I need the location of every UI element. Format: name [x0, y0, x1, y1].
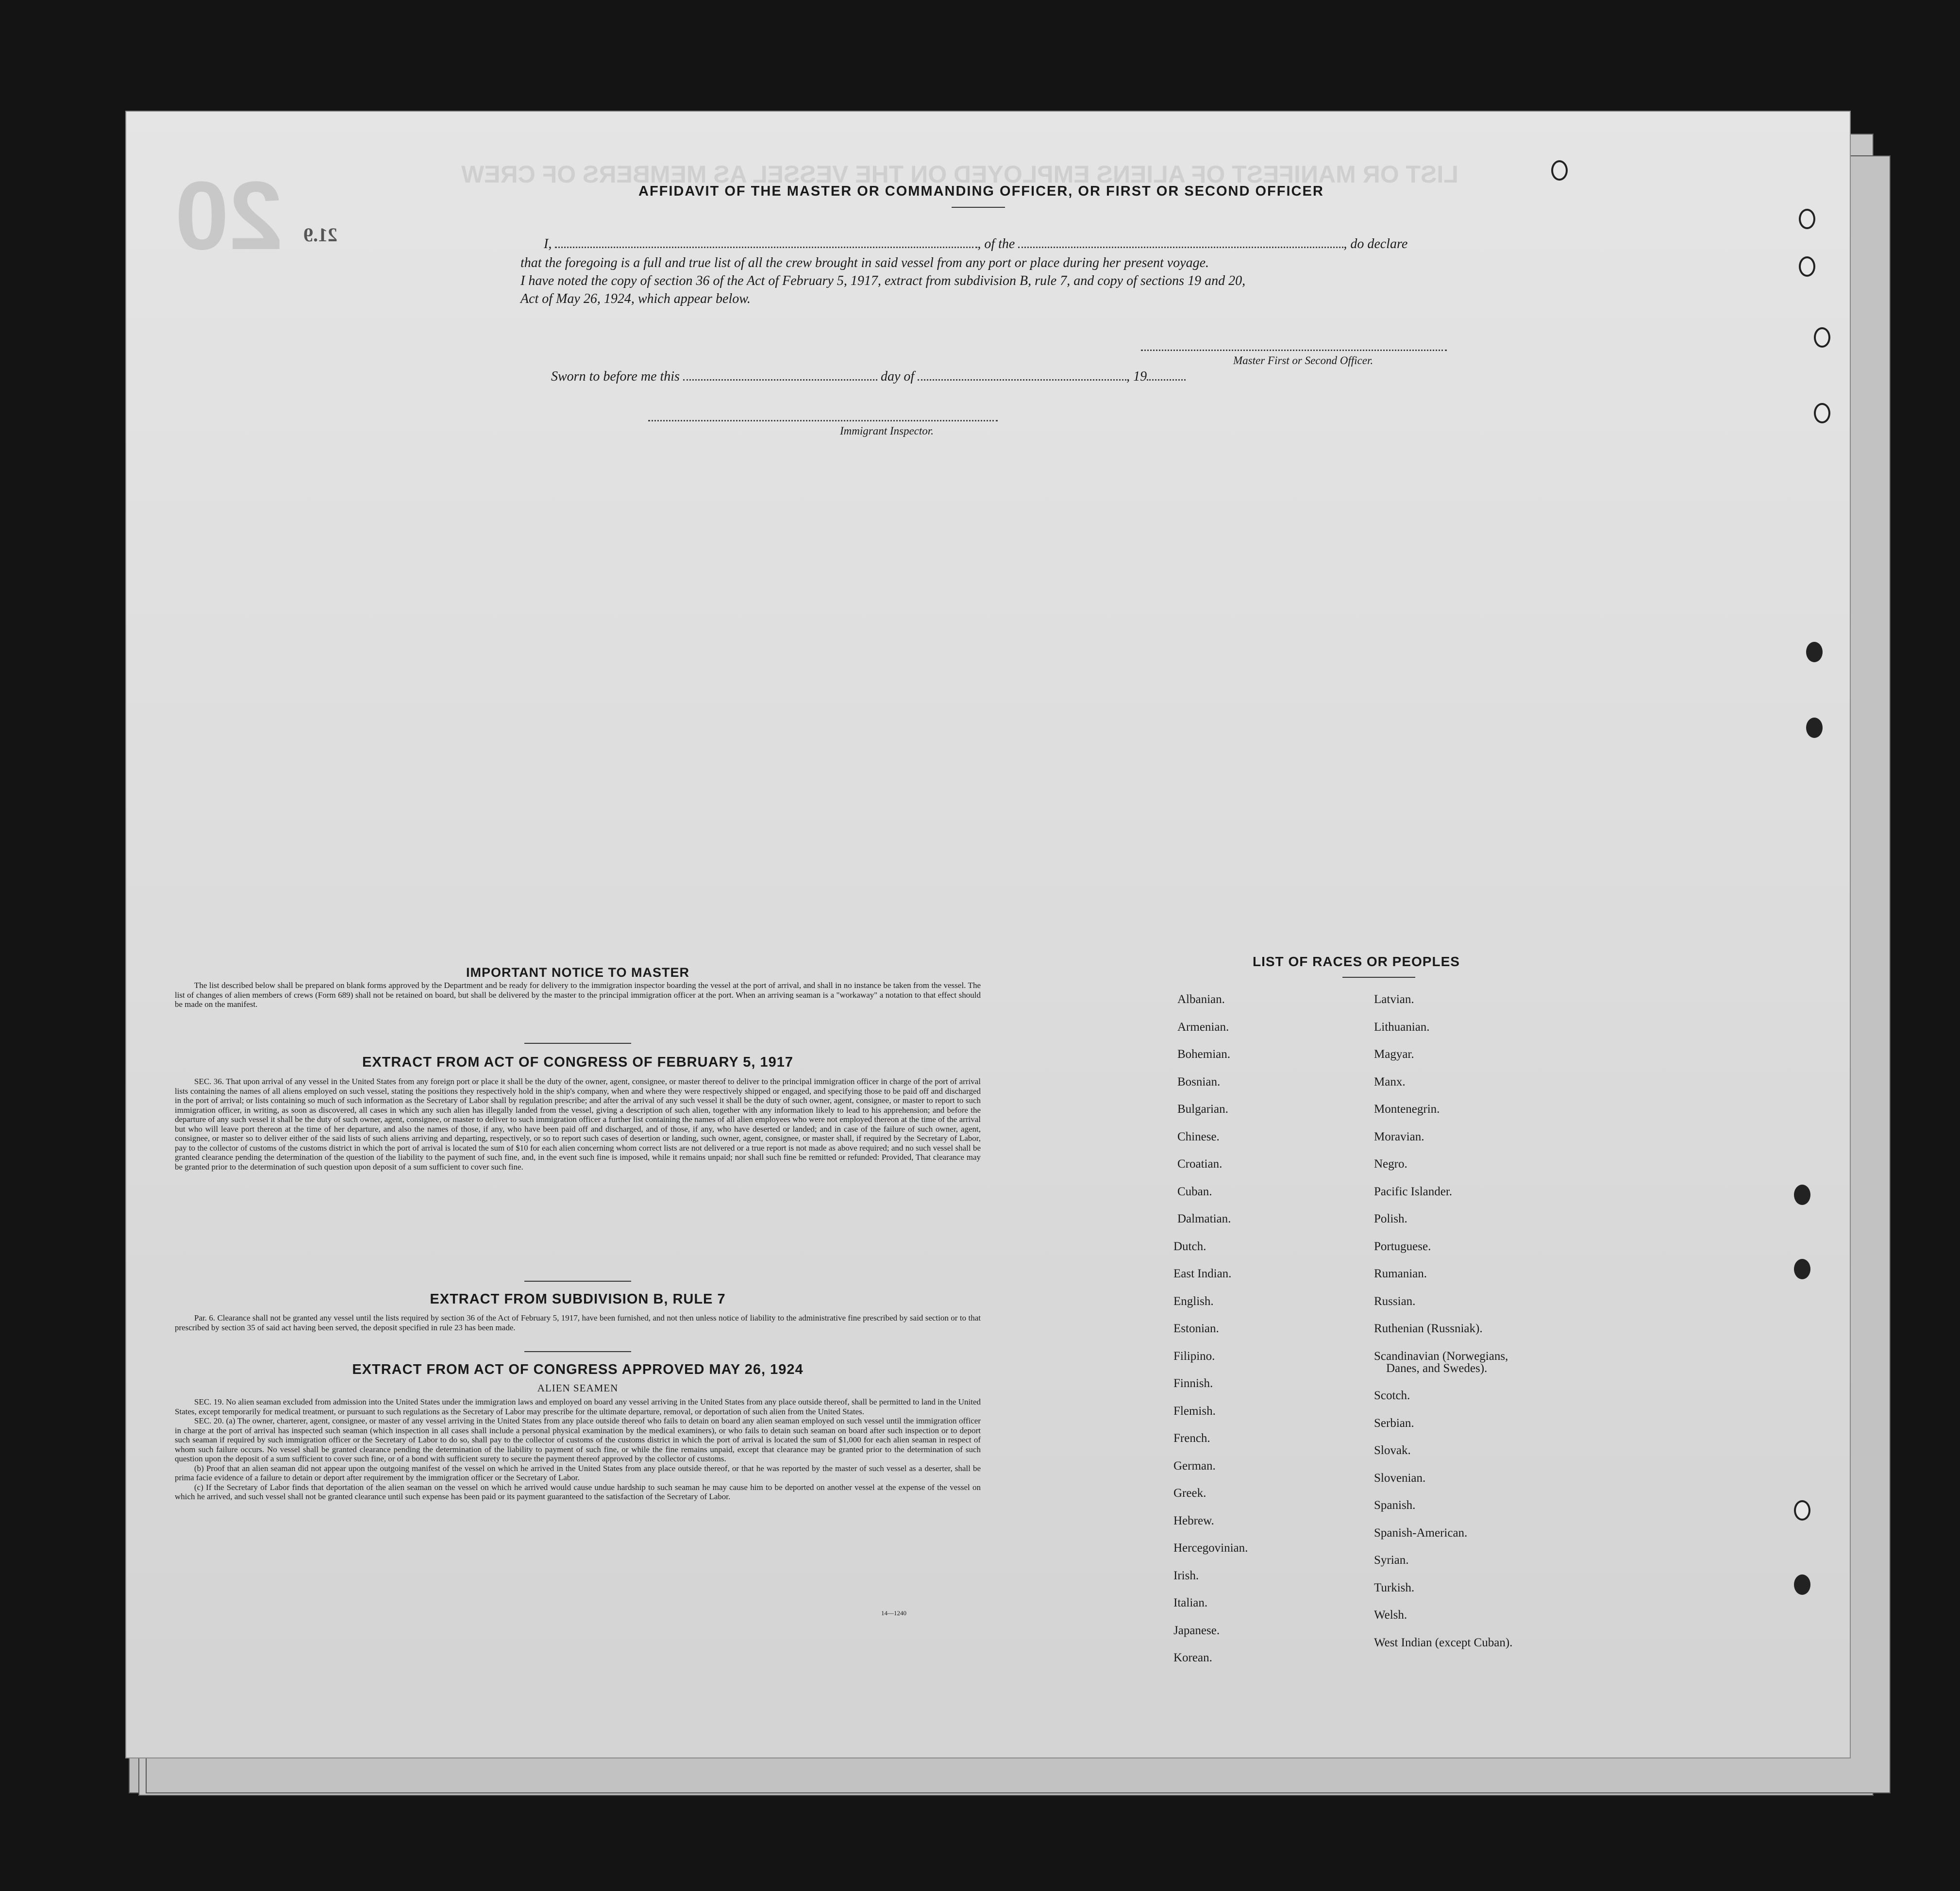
notice-text: The list described below shall be prepared on blank forms approved by the Department and be ready for delivery to the immigration inspector boarding the vessel at the port of arrival, and shall in no instance be taken from the vessel. The list of changes of alien members of crews (Form 689) shall not be retained on board, but shall be delivered by the master to the principal immigration officer at the port. When an arriving seaman is a "workaway" a notation to that effect should be made on the manifest. — [175, 981, 981, 1009]
race-item: Croatian. — [1177, 1157, 1223, 1171]
race-item: German. — [1173, 1459, 1216, 1473]
extract-1917-title: EXTRACT FROM ACT OF CONGRESS OF FEBRUARY 5, 1917 — [362, 1054, 794, 1070]
race-item: Welsh. — [1374, 1608, 1407, 1622]
punch-hole — [1794, 1500, 1810, 1521]
race-item: Polish. — [1374, 1212, 1407, 1225]
vessel-name-field[interactable] — [1018, 247, 1343, 248]
race-item: Slovak. — [1374, 1444, 1411, 1457]
punch-hole — [1806, 718, 1823, 738]
race-item: Serbian. — [1374, 1416, 1414, 1430]
punch-hole — [1794, 1574, 1810, 1595]
race-item: Danes, and Swedes). — [1386, 1361, 1488, 1375]
punch-hole — [1799, 209, 1815, 229]
race-item: Cuban. — [1177, 1185, 1212, 1198]
sworn-line: Sworn to before me this day of , 19 — [551, 369, 1186, 385]
race-item: Japanese. — [1173, 1623, 1220, 1637]
punch-hole — [1794, 1185, 1810, 1205]
race-item: Dalmatian. — [1177, 1212, 1231, 1225]
punch-hole — [1799, 256, 1815, 277]
affidavit-title: AFFIDAVIT OF THE MASTER OR COMMANDING OFFICER, OR FIRST OR SECOND OFFICER — [638, 184, 1324, 199]
race-item: Scandinavian (Norwegians, — [1374, 1349, 1508, 1363]
punch-hole — [1814, 327, 1830, 348]
race-item: Greek. — [1173, 1487, 1206, 1500]
sworn-year-field[interactable] — [1147, 379, 1186, 381]
notice-title: IMPORTANT NOTICE TO MASTER — [466, 965, 689, 980]
manifest-page — [125, 111, 1851, 1758]
title-underline — [952, 207, 1005, 208]
affidavit-line-4: Act of May 26, 1924, which appear below. — [520, 291, 751, 306]
punch-hole — [1814, 403, 1830, 423]
form-reference-mark: 21.9 — [303, 224, 337, 246]
race-item: Albanian. — [1177, 993, 1225, 1006]
alien-seamen-subtitle: ALIEN SEAMEN — [537, 1382, 619, 1394]
race-item: Magyar. — [1374, 1048, 1414, 1061]
race-item: Dutch. — [1173, 1239, 1206, 1253]
inspector-signature-label: Immigrant Inspector. — [840, 425, 934, 437]
race-item: Moravian. — [1374, 1130, 1424, 1143]
punch-hole — [1806, 642, 1823, 662]
extract-1924-title: EXTRACT FROM ACT OF CONGRESS APPROVED MAY 26, 1924 — [352, 1362, 804, 1377]
inspector-signature-line[interactable] — [648, 420, 998, 421]
affidavit-line-2: that the foregoing is a full and true list of all the crew brought in said vessel from any port or place during her present voyage. — [520, 255, 1209, 270]
race-item: Negro. — [1374, 1157, 1407, 1171]
divider — [524, 1281, 631, 1282]
race-item: Bohemian. — [1177, 1048, 1231, 1061]
race-item: Finnish. — [1173, 1377, 1213, 1390]
race-item: Montenegrin. — [1374, 1103, 1440, 1116]
master-signature-line[interactable] — [1141, 350, 1447, 351]
race-item: East Indian. — [1173, 1267, 1232, 1280]
sworn-month-field[interactable] — [918, 379, 1126, 381]
race-item: Pacific Islander. — [1374, 1185, 1453, 1198]
race-item: Armenian. — [1177, 1020, 1229, 1034]
race-item: Bosnian. — [1177, 1075, 1221, 1088]
race-item: Flemish. — [1173, 1404, 1216, 1418]
divider — [1342, 977, 1415, 978]
race-item: Spanish-American. — [1374, 1526, 1468, 1540]
race-item: Hebrew. — [1173, 1514, 1214, 1527]
race-item: Scotch. — [1374, 1389, 1410, 1403]
affidavit-line-1: I, , of the , do declare — [544, 236, 1408, 251]
sworn-day-field[interactable] — [683, 379, 877, 381]
rule-7-title: EXTRACT FROM SUBDIVISION B, RULE 7 — [430, 1291, 726, 1307]
rule-7-text: Par. 6. Clearance shall not be granted any vessel until the lists required by section 36 of the Act of February 5, 1917, have been furnished, and not then unless notice of liability to the administrative fine prescribed by said section or to that prescribed by section 35 of said act having been served, the deposit specified in rule 23 has been made. — [175, 1313, 981, 1332]
race-item: Filipino. — [1173, 1349, 1215, 1363]
race-item: Bulgarian. — [1177, 1103, 1228, 1116]
punch-hole — [1551, 160, 1568, 181]
race-item: Turkish. — [1374, 1581, 1415, 1594]
extract-1924-text: SEC. 19. No alien seaman excluded from admission into the United States under the immigration laws and employed on board any vessel arriving in the United States from any place outside thereof, shall be permitted to land in the United States, except temporarily for medical treatment, or pursuant to such regulations as the Secretary of Labor may prescribe for the ultimate departure, removal, or deportation of such alien from the United States. SEC. 20. (a) The owner, charterer, agent, consignee, or master of any vessel arriving in the United States from any place outside thereof who fails to detain on board any alien seaman employed on such vessel until the immigration officer in charge at the port of arrival has inspected such seaman (which inspection in all cases shall include a personal physical examination by the medical examiners), or who fails to detain such seaman on board after such inspection or to deport such seaman if required by such immigration officer or the Secretary of Labor to do so, shall pay to the collector of customs of the customs district in which the port of arrival is located the sum of $1,000 for each alien seaman in respect of whom such failure occurs. No vessel shall be granted clearance pending the determination of the liability to payment of such fine, or while the fine remains unpaid, except that clearance may be granted prior to the determination of such question upon the deposit of a sum sufficient to cover such fine, or of a bond with sufficient surety to secure the payment thereof approved by the collector of customs. (b) Proof that an alien seaman did not appear upon the outgoing manifest of the vessel on which he arrived in the United States from any place outside thereof, or that he was reported by the master of such vessel as a deserter, shall be prima facie evidence of a failure to detain or deport after requirement by the immigration officer or the Secretary of Labor. (c) If the Secretary of Labor finds that deportation of the alien seaman on the vessel on which he arrived would cause undue hardship to such seaman he may cause him to be deported on another vessel at the expense of the vessel on which he arrived, and such vessel shall not be granted clearance until such expense has been paid or its payment guaranteed to the satisfaction of the Secretary of Labor. — [175, 1397, 981, 1501]
form-number: 14—1240 — [881, 1609, 906, 1617]
race-item: Korean. — [1173, 1651, 1212, 1664]
extract-1917-text: SEC. 36. That upon arrival of any vessel in the United States from any foreign port or place it shall be the duty of the owner, agent, consignee, or master thereof to deliver to the principal immigration officer in charge of the port of arrival lists containing the names of all aliens employed on such vessel, stating the positions they respectively hold in the ship's company, when and where they were respectively shipped or engaged, and specifying those to be paid off and discharged in the port of arrival; or lists containing so much of such information as the Secretary of Labor shall by regulation prescribe; and after the arrival of any such vessel it shall be the duty of such owner, agent, consignee, or master to report to such immigration officer, in writing, as soon as discovered, all cases in which any such alien has illegally landed from the vessel, giving a description of such alien, together with any information likely to lead to his apprehension; and before the departure of any such vessel it shall be the duty of such owner, agent, consignee, or master to deliver to such immigration officer a further list containing the names of all alien employees who were not employed thereon at the time of the arrival but who will leave port thereon at the time of her departure, and also the names of those, if any, who have been paid off and discharged, and of those, if any, who have deserted or landed; and in case of the failure of such owner, agent, consignee, or master so to deliver either of the said lists of such aliens arriving and departing, respectively, or so to report such cases of desertion or landing, such owner, agent, consignee, or master shall, if required by the Secretary of Labor, pay to the collector of customs of the customs district in which the port of arrival is located the sum of $10 for each alien concerning whom correct lists are not delivered or a true report is not made as above required; and no such vessel shall be granted clearance pending the determination of the question of the liability to the payment of such fine, and, in the event such fine is imposed, while it remains unpaid; nor shall such fine be remitted or refunded: Provided, That clearance may be granted prior to the determination of such question upon deposit of a sum sufficient to cover such fine. — [175, 1077, 981, 1171]
race-item: Portuguese. — [1374, 1239, 1431, 1253]
race-item: West Indian (except Cuban). — [1374, 1636, 1513, 1649]
race-item: Italian. — [1173, 1596, 1208, 1609]
race-item: Lithuanian. — [1374, 1020, 1430, 1034]
bleed-through-page-number: 20 — [175, 162, 283, 270]
master-name-field[interactable] — [555, 247, 977, 248]
race-item: Rumanian. — [1374, 1267, 1427, 1280]
bleed-through-title: LIST OR MANIFEST OF ALIENS EMPLOYED ON THE VESSEL AS MEMBERS OF CREW — [461, 161, 1458, 188]
race-item: Manx. — [1374, 1075, 1406, 1088]
race-item: Spanish. — [1374, 1499, 1416, 1512]
divider — [524, 1043, 631, 1044]
race-item: Syrian. — [1374, 1554, 1409, 1567]
race-item: Hercegovinian. — [1173, 1541, 1248, 1555]
race-item: Estonian. — [1173, 1322, 1219, 1335]
race-item: Russian. — [1374, 1294, 1416, 1308]
races-title: LIST OF RACES OR PEOPLES — [1253, 954, 1460, 969]
race-item: Slovenian. — [1374, 1471, 1426, 1485]
race-item: Irish. — [1173, 1569, 1199, 1582]
race-item: Chinese. — [1177, 1130, 1220, 1143]
race-item: Ruthenian (Russniak). — [1374, 1322, 1483, 1335]
divider — [524, 1351, 631, 1352]
affidavit-line-3: I have noted the copy of section 36 of the Act of February 5, 1917, extract from subdivision B, rule 7, and copy of sections 19 and 20, — [520, 273, 1246, 288]
race-item: Latvian. — [1374, 993, 1414, 1006]
race-item: English. — [1173, 1294, 1214, 1308]
master-signature-label: Master First or Second Officer. — [1233, 354, 1374, 367]
race-item: French. — [1173, 1432, 1210, 1445]
punch-hole — [1794, 1259, 1810, 1279]
